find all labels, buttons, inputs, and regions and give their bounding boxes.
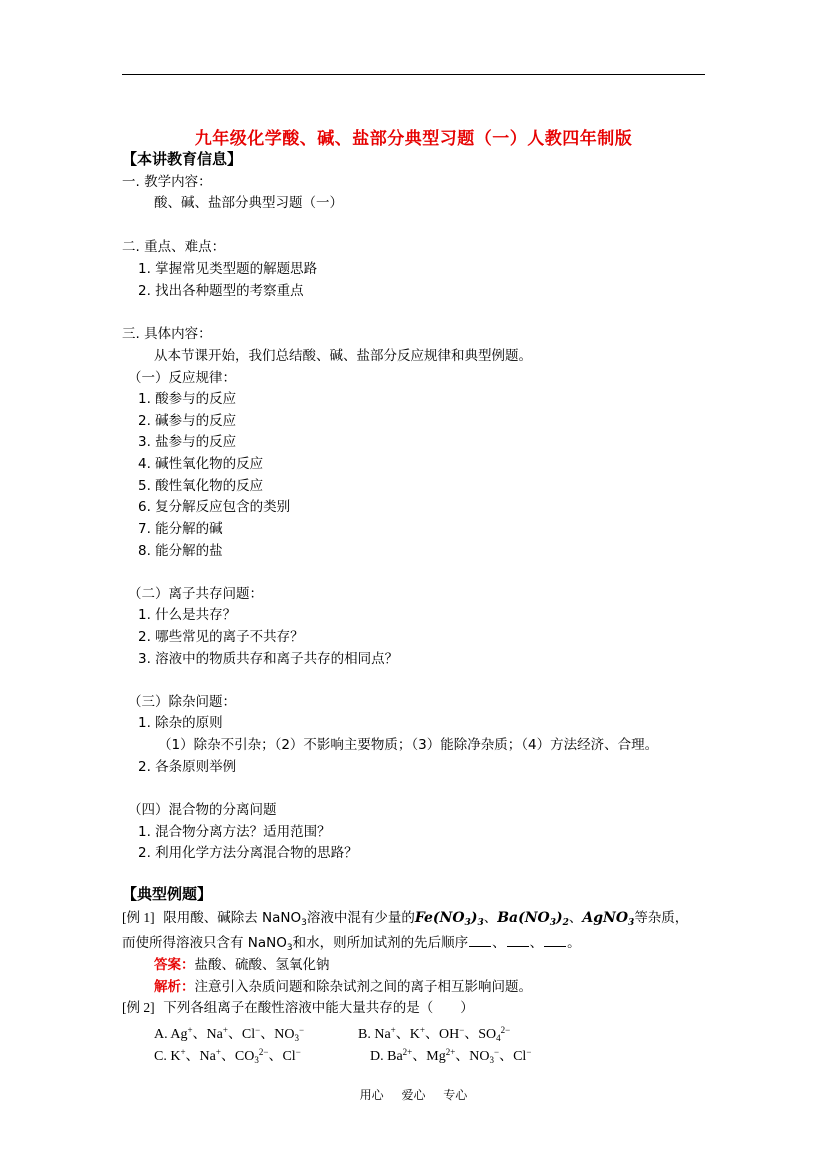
part2-item: 1. 什么是共存？ xyxy=(138,607,237,623)
part2-heading: （二）离子共存问题： xyxy=(128,586,263,602)
example-1-text2b: 和水，则所加试剂的先后顺序 xyxy=(292,935,469,951)
part1-item: 8. 能分解的盐 xyxy=(138,543,223,559)
part3-heading: （三）除杂问题： xyxy=(128,694,236,710)
option-c: C. K+、Na+、$CO_3^{2-}$、Cl− xyxy=(154,1047,301,1065)
part1-item: 5. 酸性氧化物的反应 xyxy=(138,478,264,494)
example-1-analysis xyxy=(154,978,532,996)
example-1-text-b: 溶液中混有少量的 xyxy=(306,910,415,926)
part4-heading: （四）混合物的分离问题 xyxy=(128,802,277,818)
answer-text: 盐酸、硫酸、氢氧化钠 xyxy=(194,957,330,973)
example-1-text-a: 限用酸、碱除去 NaNO xyxy=(163,910,302,926)
example-2-question xyxy=(122,999,474,1017)
option-d: D. $Ba^{2+}$、$Mg^{2+}$、$NO_3^-$、Cl− xyxy=(370,1047,532,1065)
example-1-text2a: 而使所得溶液只含有 NaNO xyxy=(122,935,287,951)
header-rule xyxy=(122,74,705,75)
part4-item: 1. 混合物分离方法？适用范围？ xyxy=(138,824,331,840)
part1-item: 6. 复分解反应包含的类别 xyxy=(138,499,291,515)
part3-item: 2. 各条原则举例 xyxy=(138,759,237,775)
example-1-label: [例 1] xyxy=(122,910,155,925)
example-1-answer xyxy=(154,956,330,974)
answer-label: 答案： xyxy=(154,957,195,973)
analysis-text: 注意引入杂质问题和除杂试剂之间的离子相互影响问题。 xyxy=(194,979,532,995)
part1-item: 3. 盐参与的反应 xyxy=(138,434,237,450)
s1-text: 酸、碱、盐部分典型习题（一） xyxy=(154,195,343,211)
example-1-text-c: 等杂质， xyxy=(634,910,689,926)
option-a: A. Ag+、Na+、Cl−、$NO_3^-$ xyxy=(154,1025,305,1043)
s3-intro: 从本节课开始，我们总结酸、碱、盐部分反应规律和典型例题。 xyxy=(154,348,532,364)
part1-heading: （一）反应规律： xyxy=(128,370,236,386)
answer-blank xyxy=(544,934,566,947)
part1-item: 4. 碱性氧化物的反应 xyxy=(138,456,264,472)
example-2-text: 下列各组离子在酸性溶液中能大量共存的是（ ） xyxy=(163,1000,474,1016)
examples-heading: 【典型例题】 xyxy=(122,885,213,903)
analysis-label: 解析： xyxy=(154,979,195,995)
s3-heading: 三. 具体内容： xyxy=(122,326,212,342)
example-2-label: [例 2] xyxy=(122,1000,155,1015)
example-1-line-1: [例 1] 限用酸、碱除去 NaNO$_3$溶液中混有少量的$Fe(NO_3)_3$、$Ba(NO_3)_2$、AgNO$_3$等杂质， xyxy=(122,910,689,928)
s2-item: 2. 找出各种题型的考察重点 xyxy=(138,283,304,299)
answer-blank xyxy=(507,934,529,947)
section-info-heading: 【本讲教育信息】 xyxy=(122,150,243,168)
part3-item: 1. 除杂的原则 xyxy=(138,715,223,731)
answer-blank xyxy=(469,934,491,947)
part1-item: 1. 酸参与的反应 xyxy=(138,391,237,407)
formula-agno3: AgNO$_3$ xyxy=(582,910,635,928)
option-b: B. Na+、K+、OH−、$SO_4^{2-}$ xyxy=(358,1025,511,1043)
part2-item: 3. 溶液中的物质共存和离子共存的相同点？ xyxy=(138,651,399,667)
example-1-line-2: 而使所得溶液只含有 NaNO$_3$和水，则所加试剂的先后顺序 、 、 。 xyxy=(122,935,581,953)
s2-item: 1. 掌握常见类型题的解题思路 xyxy=(138,261,318,277)
part1-item: 2. 碱参与的反应 xyxy=(138,413,237,429)
page-title: 九年级化学酸、碱、盐部分典型习题（一）人教四年制版 xyxy=(194,129,633,149)
formula-ba-no3-2: $Ba(NO_3)_2$ xyxy=(497,910,569,928)
s2-heading: 二. 重点、难点： xyxy=(122,239,226,255)
part2-item: 2. 哪些常见的离子不共存？ xyxy=(138,629,304,645)
formula-fe-no3-3: $Fe(NO_3)_3$ xyxy=(414,910,484,928)
part1-item: 7. 能分解的碱 xyxy=(138,521,223,537)
page-footer: 用心 爱心 专心 xyxy=(359,1088,468,1102)
part3-detail: （1）除杂不引杂；（2）不影响主要物质；（3）能除净杂质；（4）方法经济、合理。 xyxy=(158,737,659,753)
part4-item: 2. 利用化学方法分离混合物的思路？ xyxy=(138,845,358,861)
s1-heading: 一. 教学内容： xyxy=(122,174,212,190)
